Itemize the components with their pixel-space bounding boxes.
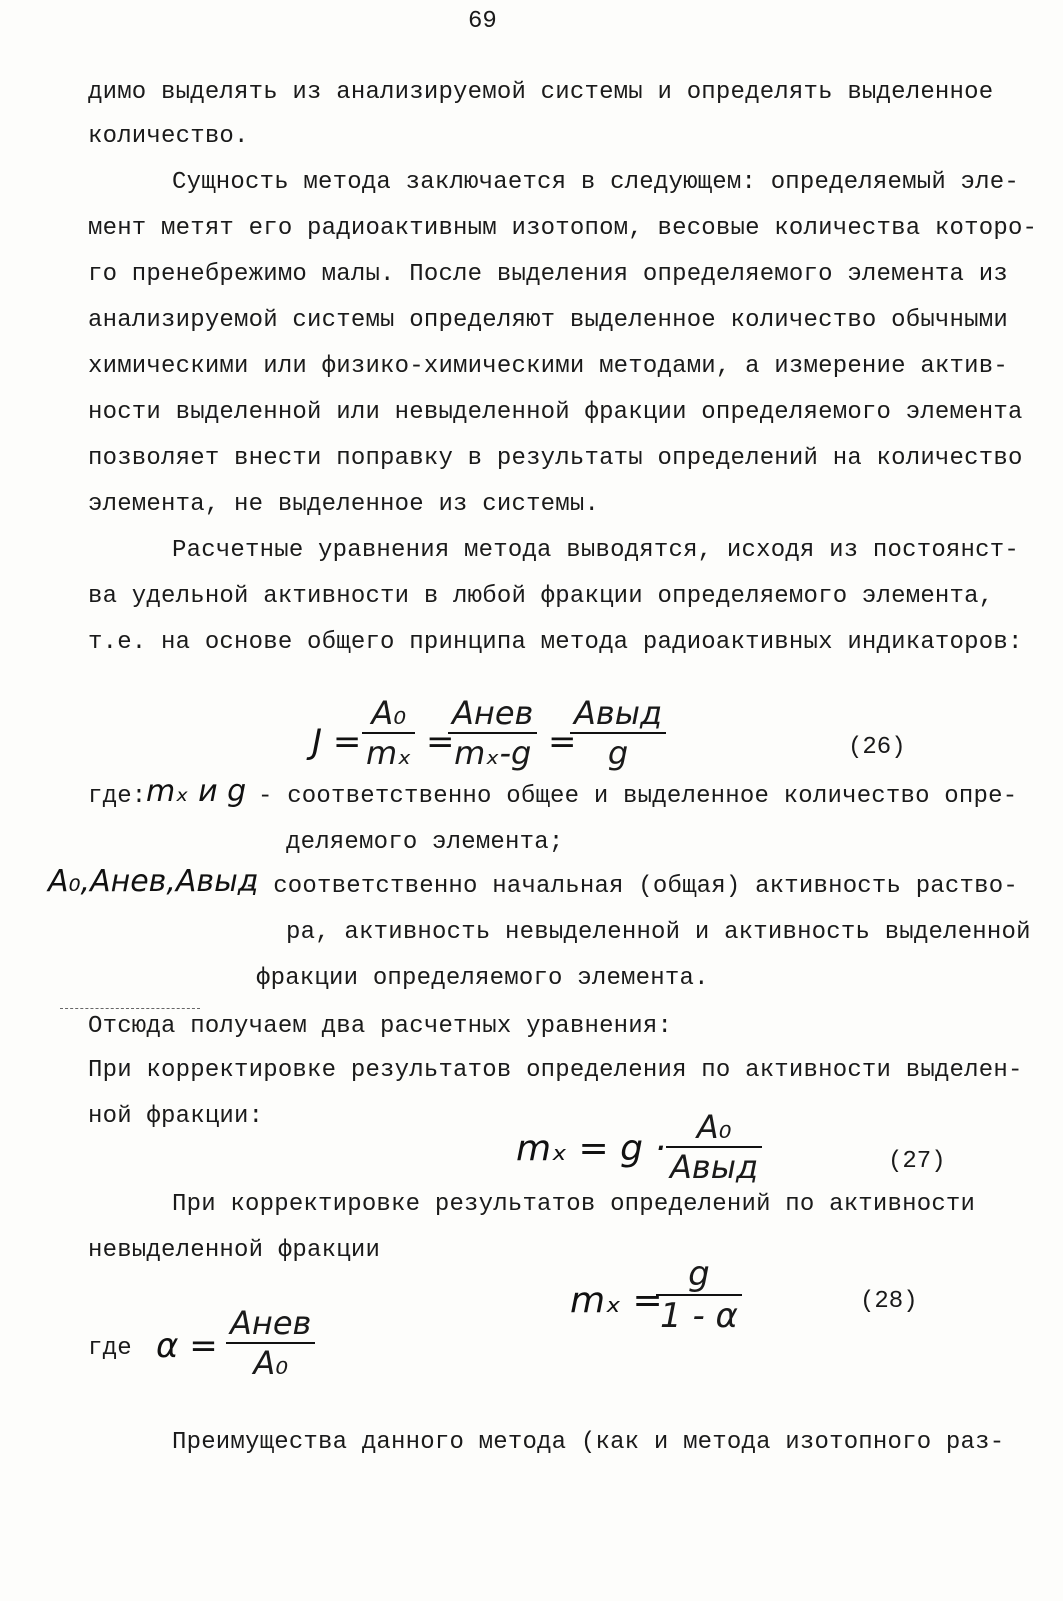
text-line: Преимущества данного метода (как и метода изотопного раз- bbox=[172, 1429, 1005, 1456]
eq26-lhs: J = bbox=[312, 722, 362, 762]
text-line: количество. bbox=[88, 123, 249, 150]
text-line: Расчетные уравнения метода выводятся, исходя из постоянст- bbox=[172, 537, 1019, 564]
eq27-denominator: Aвыд bbox=[670, 1148, 759, 1186]
where-label: где bbox=[88, 1335, 132, 1362]
text-line: ва удельной активности в любой фракции определяемого элемента, bbox=[88, 583, 994, 610]
eq28-number: (28) bbox=[860, 1288, 918, 1315]
where1-symbols: mₓ и g bbox=[146, 774, 247, 809]
where2-text: - соответственно начальная (общая) активность раство- bbox=[244, 873, 1018, 900]
text-line: ности выделенной или невыделенной фракции определяемого элемента bbox=[88, 399, 1023, 426]
eq26-f1-denominator: mₓ bbox=[366, 734, 412, 772]
where2-text: фракции определяемого элемента. bbox=[256, 965, 709, 992]
divider bbox=[60, 1008, 200, 1009]
alpha-fraction bbox=[226, 1304, 315, 1382]
eq27-fraction bbox=[666, 1108, 762, 1186]
text-line: Сущность метода заключается в следующем: определяемый эле- bbox=[172, 169, 1019, 196]
text-line: При корректировке результатов определений по активности bbox=[172, 1191, 976, 1218]
text-line: го пренебрежимо малы. После выделения определяемого элемента из bbox=[88, 261, 1008, 288]
where-label: где: bbox=[88, 783, 147, 810]
eq27-lhs: mₓ = g · bbox=[516, 1128, 666, 1169]
text-line: позволяет внести поправку в результаты определений на количество bbox=[88, 445, 1023, 472]
eq28-denominator: 1 - α bbox=[660, 1296, 738, 1336]
text-line: элемента, не выделенное из системы. bbox=[88, 491, 600, 518]
text-line: Отсюда получаем два расчетных уравнения: bbox=[88, 1013, 673, 1040]
text-line: ной фракции: bbox=[88, 1103, 264, 1130]
eq28-fraction bbox=[656, 1254, 742, 1336]
text-line: мент метят его радиоактивным изотопом, весовые количества которо- bbox=[88, 215, 1038, 242]
text-line: При корректировке результатов определения по активности выделен- bbox=[88, 1057, 1023, 1084]
eq26-f3-denominator: g bbox=[607, 734, 629, 772]
alpha-denominator: A₀ bbox=[253, 1344, 289, 1382]
where2-symbols: A₀,Aнев,Aвыд bbox=[48, 864, 259, 899]
eq28-numerator: g bbox=[688, 1254, 710, 1294]
text-line: невыделенной фракции bbox=[88, 1237, 381, 1264]
text-line: химическими или физико-химическими методами, а измерение актив- bbox=[88, 353, 1008, 380]
eq27-number: (27) bbox=[888, 1148, 946, 1175]
eq28-lhs: mₓ = bbox=[570, 1280, 663, 1321]
text-line: димо выделять из анализируемой системы и определять выделенное bbox=[88, 79, 994, 106]
eq26-f1-numerator: A₀ bbox=[371, 694, 407, 732]
eq26-equals-1: = bbox=[426, 722, 455, 762]
eq26-fraction-3 bbox=[570, 694, 666, 772]
where1-text: - соответственно общее и выделенное количество опре- bbox=[258, 783, 1018, 810]
eq26-equals-2: = bbox=[548, 722, 577, 762]
text-line: анализируемой системы определяют выделенное количество обычными bbox=[88, 307, 1008, 334]
alpha-lhs: α = bbox=[156, 1326, 218, 1366]
eq26-f3-numerator: Aвыд bbox=[574, 694, 663, 732]
eq27-numerator: A₀ bbox=[696, 1108, 732, 1146]
page-number: 69 bbox=[468, 8, 497, 35]
text-line: т.е. на основе общего принципа метода радиоактивных индикаторов: bbox=[88, 629, 1023, 656]
where1-text: деляемого элемента; bbox=[286, 829, 564, 856]
eq26-number: (26) bbox=[848, 734, 906, 761]
eq26-fraction-1 bbox=[362, 694, 415, 772]
eq26-f2-numerator: Aнев bbox=[452, 694, 534, 732]
eq26-fraction-2 bbox=[448, 694, 537, 772]
where2-text: ра, активность невыделенной и активность выделенной bbox=[286, 919, 1031, 946]
eq26-f2-denominator: mₓ-g bbox=[454, 734, 532, 772]
alpha-numerator: Aнев bbox=[230, 1304, 312, 1342]
